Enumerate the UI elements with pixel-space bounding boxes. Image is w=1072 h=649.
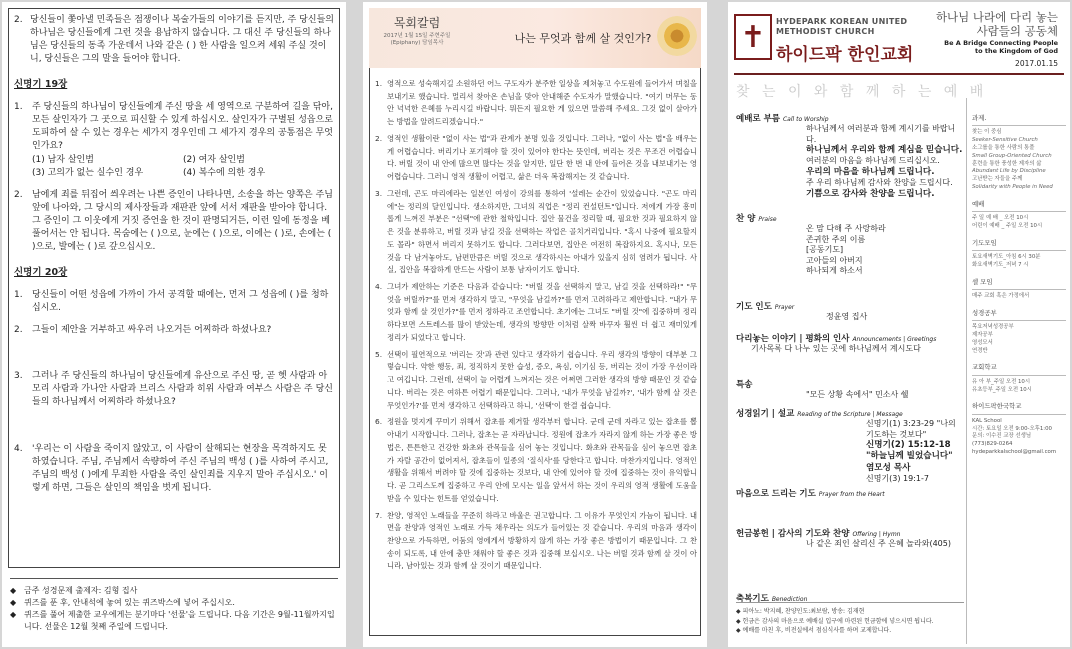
column-paragraph: 5. 선택이 필연적으로 '버리는 것'과 관련 있다고 생각하기 쉽습니다. 우리 생각의 방향이 대부분 그렇습니다. 약한 행동, 죄, 정직하지 못한 습성, 증오, 욕심, 이기심 등, 버리는 것이 가장 우선이라고 여깁니다. 그런데, 선택이 늘 어렵게 느껴지는 것은 어쩌면 그러한 생각의 방향 때문인 것 같습니다. 버리는 것은 여하튼 어렵기 때문입니다. 그러나, '내가 무엇을 남길까?', '내가 함께 살 것은 무엇인가?'를 먼저 생각하고 선택하라고 하니, '선택'이 한결 쉽습니다. xyxy=(375,349,697,410)
sidebar-heading: 예배 xyxy=(972,200,1066,212)
column-title: 나는 무엇과 함께 살 것인가? xyxy=(514,32,652,45)
sidebar-item: 영성모서 xyxy=(972,339,993,346)
diamond-icon: ◆ xyxy=(10,610,17,619)
question-text: 남에게 죄를 뒤집어 씌우려는 나쁜 증인이 나타나면, 소송을 하는 양쪽은 주님 앞에 나아와, 그 당시의 제사장들과 재판관 앞에 서서 재판을 받아야 합니다. 그 증인이 그 이웃에게 거짓 증언을 한 것이 판명되거든, 이런 일에 동정을 베풀어서는 안 됩니다. 목숨에는 ( )으로, 눈에는 ( )으로, 이에는 ( )로, 손에는 ( )으로, 발에는 ( )로 갚으십시오. xyxy=(32,190,333,253)
question: 2. 남에게 죄를 뒤집어 씌우려는 나쁜 증인이 나타나면, 소송을 하는 양쪽은 주님 앞에 나아와, 그 당시의 제사장들과 재판관 앞에 서서 재판을 받아야 합니다. 그 증인이 그 이웃에게 거짓 증언을 한 것이 판명되거든, 이런 일에 동정을 베풀어서는 안 됩니다. 목숨에는 ( )으로, 눈에는 ( )으로, 이에는 ( )로, 손에는 ( )으로, 발에는 ( )로 갚으십시오. xyxy=(14,189,334,254)
question-text: 당신들이 쫓아낼 민족들은 점쟁이나 복술가들의 이야기를 듣지만, 주 당신들의 하나님은 당신들에게 그런 것을 용납하지 않습니다. 그 대신 주 당신들의 하나님은 당신들의 동족 가운데서 나와 같은 ( ) 한 사람을 일으켜 세워 주실 것이니, 당신들은 그의 말을 들어야 합니다. xyxy=(30,15,334,65)
sidebar-heading: 하이드팍한국학교 xyxy=(972,402,1066,414)
worship-section xyxy=(736,112,964,200)
bulletin-date: 2017.01.15 xyxy=(1015,59,1058,68)
worship-section xyxy=(736,527,964,550)
worship-section-title: 성경읽기 | 설교 Reading of the Scripture | Message xyxy=(736,409,903,419)
worship-section-title: 특송 xyxy=(736,380,753,390)
sidebar-item: 매주 교회 혹은 가정에서 xyxy=(972,293,1030,300)
worship-line: 하나되게 하소서 xyxy=(806,266,863,276)
worship-line: 정윤영 집사 xyxy=(826,312,868,321)
motto-ko: 하나님 나라에 다리 놓는 사람들의 공동체 xyxy=(935,10,1058,39)
question-text: 주 당신들의 하나님이 당신들에게 주신 땅을 세 영역으로 구분하여 길을 닦아, 모든 살인자가 그 곳으로 피신할 수 있게 하십시오. 살인자가 구별된 성읍으로 도피하여 살 수 있는 경우는 세가지 경우인데 그 세가지 경우의 공통점은 무엇인가요? xyxy=(32,101,333,152)
worship-section xyxy=(736,212,964,277)
sidebar-item: Small Group-Oriented Church xyxy=(972,152,1052,159)
sidebar-item: 목요저녁성경공부 xyxy=(972,324,1014,331)
worship-line: 고아들의 아버지 xyxy=(806,255,863,265)
worship-section xyxy=(736,332,964,355)
sidebar-item: 소그룹을 통한 사람의 통풀 xyxy=(972,144,1035,151)
sidebar-item: Seeker-Sensitive Church xyxy=(972,137,1038,144)
sidebar-item: Abundant Life by Discipline xyxy=(972,168,1046,175)
worship-section xyxy=(736,300,964,323)
sidebar-heading: 성경공부 xyxy=(972,309,1066,321)
question: 3. 그러나 주 당신들의 하나님이 당신들에게 유산으로 주신 땅, 곧 헷 사람과 아모리 사람과 가나안 사람과 브리스 사람과 히위 사람과 여부스 사람은 주 당신들의 하나님께서 어찌하라 하셨나요? xyxy=(14,370,334,409)
worship-line: [공동기도] xyxy=(806,245,844,255)
worship-line: "모든 상황 속에서" 민소사 쉘 xyxy=(806,390,909,399)
worship-line: 온 맘 다해 주 사랑하라 xyxy=(806,224,886,233)
sidebar-item: 유초등부_주일 오전 10시 xyxy=(972,386,1032,393)
worship-section-title-en: Praise xyxy=(758,216,777,223)
column-paragraph: 3. 그런데, 곤도 마리에라는 일본인 여성이 강의를 통하여 '설레는 순간이 있었습니다. "곤도 마리에"는 정리의 달인입니다. 생소하지만, 그녀의 직업은 "정리 컨설턴트"입니다. 저에게 가장 흥미롭게 느껴진 부분은 "선택"에 관한 철학입니다. 집안 물건을 정리할 때, 필요한 것과 필요하지 않은 것을 분류하고, 버릴 것과 남길 것을 선택하는 작업은 골치거리입니다. "혹시 나중에 필요할지도 몰라" 하면서 버리지 못하기도 합니다. 그러다보면, 집안은 여전히 복잡하지요. 혹시나, 모든 것을 다 남겨놓아도, 남편만큼은 버릴 것으로 생각하시는 아내가 있을지 심히 염려가 됩니다. 사실, 집안을 복잡하게 만드는 사람이 보통 남자이기도 합니다. xyxy=(375,188,697,275)
quiz-intro xyxy=(14,14,334,66)
option: (1) 남자 살인범 xyxy=(32,155,94,166)
worship-section-title: 다리놓는 이야기 | 평화의 인사 Announcements | Greetings xyxy=(736,334,937,344)
sidebar-item: 찾는 이 중심 xyxy=(972,129,1002,136)
worship-section-title: 기도 인도 Prayer xyxy=(736,302,795,312)
sidebar-heading: 교회학교 xyxy=(972,363,1066,375)
sidebar-item: 고난받는 자들을 주께 xyxy=(972,176,1023,183)
worship-line: 기쁨으로 감사와 찬양을 드립니다. xyxy=(806,188,935,199)
worship-line: 하나님께서 우리와 함께 계심을 믿습니다. xyxy=(806,145,963,156)
footer-note: ◆ 퀴즈를 풀어 제출한 교우에게는 분기마다 '선물'을 드립니다. 다음 기간은 9월-11월까지입니다. 선물은 12월 첫째 주일에 드립니다. xyxy=(10,610,335,631)
ministry-sidebar xyxy=(972,114,1066,457)
diamond-icon: ◆ xyxy=(10,598,17,607)
sidebar-item: 제자공부 xyxy=(972,332,993,338)
sidebar-item: 훈련을 통한 풍성한 제자의 삶 xyxy=(972,160,1042,167)
worship-panel xyxy=(728,2,1070,647)
worship-section-title-en: Announcements | Greetings xyxy=(852,336,937,343)
sidebar-heading: 과제. xyxy=(972,114,1066,126)
worship-line: 우리의 마음을 하나님께 드립니다. xyxy=(806,166,935,177)
option: (2) 여자 살인범 xyxy=(183,155,245,166)
worship-line: 기사목록 다 나누 있는 곳에 하나님께서 계시도다 xyxy=(751,344,921,353)
sidebar-item: 연경반 xyxy=(972,347,988,354)
worship-section-title-en: Benediction xyxy=(771,596,808,603)
footer-note: ◆ 피아노: 박지혜, 찬양인도:최보람, 방송: 김재현 xyxy=(736,608,865,615)
worship-section-title-en: Reading of the Scripture | Message xyxy=(797,411,903,418)
column-name: 목회칼럼 xyxy=(393,16,441,30)
worship-line: 주 우리 하나님께 감사와 찬양을 드립시다. xyxy=(806,178,953,188)
worship-section xyxy=(736,487,964,499)
church-name-ko: 하이드팍 한인교회 xyxy=(776,45,914,65)
worship-section-title: 축복기도 Benediction xyxy=(736,594,808,604)
worship-section-title: 예배로 부름 Call to Worship xyxy=(736,114,829,124)
footer-note: ◆ 퀴즈를 푼 후, 안내석에 놓여 있는 퀴즈박스에 넣어 주십시오. xyxy=(10,598,235,607)
column-paragraph: 4. 그녀가 제안하는 기준은 다음과 같습니다: "버릴 것을 선택하지 말고, 남길 것을 선택하라!" "무엇을 버릴까?"를 먼저 생각하지 말고, "무엇을 남길까?"를 먼저 고려하라고 제안합니다. "내가 무엇과 함께 살 것인가?"를 먼저 정하라고 조언합니다. 초기에는 그녀도 "버릴 것"에 집중하며 정리하다보면 스트레스를 많이 받았는데, 생각의 방향만 이처럼 살짝 바꾸자 훨씬 더 쉽고 재미있게 정리가 되었다고 합니다. xyxy=(375,282,697,342)
question: 1. 당신들이 어떤 성읍에 가까이 가서 공격할 때에는, 먼저 그 성읍에 ( )를 청하십시오. xyxy=(14,289,334,315)
question: 1. 주 당신들의 하나님이 당신들에게 주신 땅을 세 영역으로 구분하여 길을 닦아, 모든 살인자가 그 곳으로 피신할 수 있게 하십시오. 살인자가 구별된 성읍으로 도피하여 살 수 있는 경우는 세가지 경우인데 그 세가지 경우의 공통점은 무엇인가요? (1) 남자 살인범 (2) 여자 살인범 (3) 고의가 없는 실수인 경우 (4) 복수에 의한 경우 xyxy=(14,101,334,180)
answer-options xyxy=(32,154,334,180)
worship-footer xyxy=(736,602,964,636)
flower-icon xyxy=(657,16,697,56)
worship-line: 염모성 목사 xyxy=(866,462,911,473)
column-paragraph: 2. 영적인 생활이란 "없이 사는 법"과 관계가 분명 있을 것입니다. 그러나, "없이 사는 법"을 배우는게 어렵습니다. 버리기나 포기해야 할 것이 있어야 한다는 뜻인데, 버리는 것은 무조건 어렵습니다. 버릴 것이 내 안에 많으면 많다는 것을 알지만, 일단 한 번 내 안에 들어온 것을 내보내기는 영 어렵습니다. 그러니 영적 생활이 어렵고, 삶은 더욱 복잡해지는 것 같습니다. xyxy=(375,133,697,182)
worship-line: 신명기(2) 15:12-18 xyxy=(866,440,951,451)
worship-line: 신명기(3) 19:1-7 xyxy=(866,474,930,484)
motto-en: Be A Bridge Connecting People to the Kingdom of God xyxy=(944,39,1058,56)
worship-section-title-en: Call to Worship xyxy=(782,116,829,123)
footer-note: ◆ 예배를 마친 후, 비전실에서 점심식사를 하며 교제합니다. xyxy=(736,627,892,635)
sidebar-item: 어린이 예배 _ 주일 오전 10시 xyxy=(972,223,1043,230)
worship-section xyxy=(736,378,964,401)
worship-section-title-en: Prayer xyxy=(774,304,795,311)
column-body xyxy=(375,78,697,577)
sidebar-item: 주 일 예 배 _ 오전 10시 xyxy=(972,215,1029,222)
worship-section xyxy=(736,407,964,485)
question-text: '우리는 이 사람을 죽이지 않았고, 이 사람이 살해되는 현장을 목격하지도 못하였습니다. 주님, 주님께서 속량하여 주신 주님의 백성 ( )를 사하여 주시고, 주님의 백성 ( )에게 무죄한 사람을 죽인 살인죄를 지우지 말아 주십시오.' 이렇게 하면, 그들은 살인의 책임을 벗게 됩니다. xyxy=(32,443,329,493)
sidebar-item: 시간: 토요일 오전 9:00-오후1:00 xyxy=(972,425,1052,432)
diamond-icon: ◆ xyxy=(10,586,17,595)
chapter-heading: 신명기 20장 xyxy=(14,267,68,279)
sidebar-item: Solidarity with People in Need xyxy=(972,184,1053,191)
church-name-en: HYDEPARK KOREAN UNITED METHODIST CHURCH xyxy=(776,17,908,36)
question-text: 그러나 주 당신들의 하나님이 당신들에게 유산으로 주신 땅, 곧 헷 사람과 아모리 사람과 가나안 사람과 브리스 사람과 히위 사람과 여부스 사람은 주 당신들의 하나님께서 어찌하라 하셨나요? xyxy=(32,371,333,408)
worship-section-title: 헌금봉헌 | 감사의 기도와 찬양 Offering | Hymn xyxy=(736,529,901,539)
question-text: 그들이 제안을 거부하고 싸우러 나오거든 어찌하라 하셨나요? xyxy=(32,325,272,336)
sidebar-item: 화요새벽기도_저녁 7 시 xyxy=(972,261,1029,268)
question: 4. '우리는 이 사람을 죽이지 않았고, 이 사람이 살해되는 현장을 목격하지도 못하였습니다. 주님, 주님께서 속량하여 주신 주님의 백성 ( )를 사하여 주시고, 주님의 백성 ( )에게 무죄한 사람을 죽인 살인죄를 지우지 말아 주십시오.' 이렇게 하면, 그들은 살인의 책임을 벗게 됩니다. xyxy=(14,443,334,495)
quiz-panel xyxy=(2,2,346,647)
worship-line: 나 같은 죄인 살리신 주 은혜 놀라와(405) xyxy=(806,539,951,548)
column-paragraph: 6. 정원을 멋지게 꾸미기 위해서 잡초를 제거할 생각부터 합니다. 군데 군데 자라고 있는 잡초를 뽑아내기 시작합니다. 그러나, 잡초는 곧 자라납니다. 정원에 잡초가 자라지 않게 하는 가장 좋은 방법은, 튼튼한고 건강한 화초와 관목들을 심어 놓는 것입니다. 화초와 관목들을 심어 놓으면 잡초가 자랄 공간이 없어져서, 잡초들이 일종의 '질식사'를 당한다고 합니다. 마찬가지입니다. 영적인 생활을 위해서 버려야 할 것에 집중하는 것보다, 내 안에 있어야 할 것에 집중하는 것이 유익합니다. 곧 그리스도께 집중하고 우리 안에 모시는 일을 앞서서 하는 것이 우리의 영적 생활에 도움을 받을 수 있다는 힌트를 얻었습니다. xyxy=(375,417,697,503)
sidebar-item: hydeparkkalschool@gmail.com xyxy=(972,449,1057,456)
worship-section-title-en: Prayer from the Heart xyxy=(818,491,885,498)
worship-line: "하늘님께 빌었습니다" xyxy=(866,451,953,462)
sidebar-heading: 셀 모임 xyxy=(972,278,1066,290)
question-number: 2. xyxy=(14,15,23,25)
worship-line: 신명기(1) 3:23-29 "나의 기도하는 것보다" xyxy=(866,419,956,439)
footer-note: ◆ 헌금은 감사의 마음으로 예배실 입구에 마련된 헌금함에 넣으시면 됩니다. xyxy=(736,617,934,625)
chapter-heading: 신명기 19장 xyxy=(14,79,68,91)
sidebar-item: 유 아 부_주일 오전 10시 xyxy=(972,378,1031,385)
worship-section-title: 찬 양 Praise xyxy=(736,214,777,224)
quiz-footer xyxy=(10,578,338,633)
column-panel xyxy=(363,2,707,647)
church-logo-icon: ✝ xyxy=(734,14,772,60)
column-paragraph: 1. 영적으로 성숙해지길 소원하던 어느 구도자가 분주한 일상을 제쳐놓고 수도원에 들어가서 며칠을 보내기로 했습니다. 멀리서 찾아온 손님을 맞아 안내해준 수도자가 말했습니다. "여기 머무는 동안 넉넉한 은혜를 누리시길 바랍니다. 뭐든지 필요한 게 있으면 말씀해 주세요. 그것 없이 살아가는 방법을 알려드리겠습니다." xyxy=(375,79,697,127)
worship-line: 하나님께서 여러분과 함께 계시기를 바랍니다. xyxy=(806,124,956,144)
question: 2. 그들이 제안을 거부하고 싸우러 나오거든 어찌하라 하셨나요? xyxy=(14,324,334,337)
worship-section-title-en: Offering | Hymn xyxy=(852,531,901,538)
option: (4) 복수에 의한 경우 xyxy=(183,168,266,179)
question-text: 당신들이 어떤 성읍에 가까이 가서 공격할 때에는, 먼저 그 성읍에 ( )를 청하십시오. xyxy=(32,290,329,314)
sidebar-item: KAL School xyxy=(972,417,1002,424)
column-header xyxy=(369,8,701,68)
worship-section-title: 마음으로 드리는 기도 Prayer from the Heart xyxy=(736,489,885,499)
footer-note: ◆ 금주 성경문제 출제자: 김형 집사 xyxy=(10,586,138,595)
column-label-box xyxy=(369,8,465,68)
sidebar-item: 문의: 이수진 교장 선생님 xyxy=(972,433,1032,440)
sidebar-item: 토요새벽기도_아침 6시 30분 xyxy=(972,254,1041,261)
column-paragraph: 7. 찬양, 영적인 노래들을 꾸준히 하라고 바울은 권고합니다. 그 이유가 무엇인지 가늠이 됩니다. 내면을 찬양과 영적인 노래로 가득 채우라는 의도가 들어있는 것 같습니다. 우리의 마음과 생각이 찬양으로 가득하면, 어둠의 영에게서 방황하지 않게 하는 가장 좋은 방법이기 때문입니다. 그 찬송이 되도록, 내 안에 충만 채워야 할 좋은 것과 집중해 보십시오. 나는 버릴 것과 함께 살 것이 아니라, 남아있는 것과 함께 살 것이기 때문입니다. xyxy=(375,510,697,571)
header-divider xyxy=(734,73,1064,75)
sidebar-item: (773)829-0264 xyxy=(972,441,1013,448)
option: (3) 고의가 없는 실수인 경우 xyxy=(32,168,144,179)
column-meta: 2017년 1월 15일 주현주일(Epiphany) 담임목사 xyxy=(383,33,451,47)
column-title-area xyxy=(465,8,701,68)
worship-theme: 찾 는 이 와 함 께 하 는 예 배 xyxy=(736,84,988,100)
worship-line: 여러분의 마음을 하나님께 드리십시오. xyxy=(806,156,940,166)
sidebar-heading: 기도모임 xyxy=(972,239,1066,251)
column-divider xyxy=(966,98,967,644)
worship-line: 존귀한 주의 이름 xyxy=(806,234,866,244)
